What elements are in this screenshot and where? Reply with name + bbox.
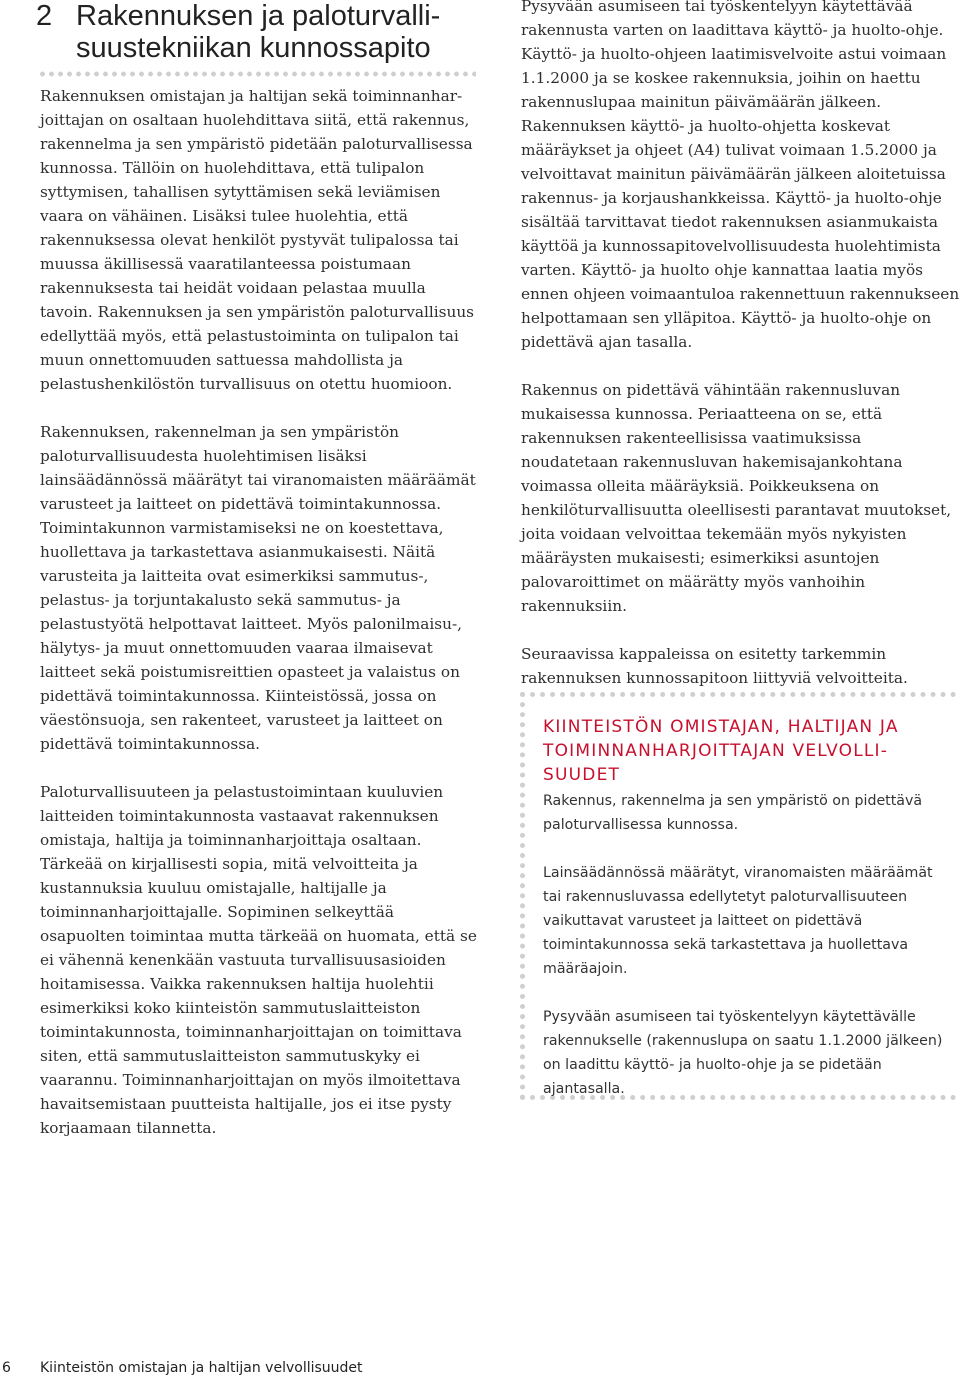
section-number: 2 [36, 0, 53, 32]
section-heading [36, 0, 476, 64]
paragraph: Pysyvään asumiseen tai työskentelyyn käytettävää rakennusta varten on laadittava käyttö- ja huolto-ohje. Käyttö- ja huolto-ohjeen laatimisvelvoite astui voimaan 1.1.2000 ja se koskee rakennuksia, joihin on haettu rakennuslupaa mainitun päivämäärän jälkeen. Rakennuksen käyttö- ja huolto-ohjetta koskevat määräykset ja ohjeet (A4) tulivat voimaan 1.5.2000 ja velvoittavat mainitun päivämäärän jälkeen aloitetuissa rakennus- ja korjaushankkeissa. Käyttö- ja huolto-ohje sisältää tarvittavat tiedot rakennuksen asianmukaista käyttöä ja kunnossapitovelvollisuudesta huolehtimista varten. Käyttö- ja huolto ohje kannattaa laatia myös ennen ohjeen voimaantuloa rakennettuun rakennukseen helpottamaan sen ylläpitoa. Käyttö- ja huolto-ohje on pidettävä ajan tasalla. [521, 0, 960, 351]
infobox-paragraph: Lainsäädännössä määrätyt, viranomaisten määräämät tai rakennusluvassa edellytetyt paloturvallisuuteen vaikuttavat varusteet ja laitteet on pidettävä toimintakunnossa sekä tarkastettava ja huollettava määräajoin. [543, 865, 933, 977]
infobox-paragraph: Rakennus, rakennelma ja sen ympäristö on pidettävä paloturvallisessa kunnossa. [543, 793, 923, 833]
page-footer [0, 1360, 960, 1380]
page-number: 6 [2, 1360, 11, 1376]
paragraph: Rakennuksen omistajan ja haltijan sekä toiminnanharjoittajan on osaltaan huolehdittava siitä, että rakennus, rakennelma ja sen ympäristö pidetään paloturvallisessa kunnossa. Tällöin on huolehdittava, että tulipalon syttymisen, tahallisen sytyttämisen sekä leviämisen vaara on vähäinen. Lisäksi tulee huolehtia, että rakennuksessa olevat henkilöt pystyvät tulipalossa tai muussa äkillisessä vaaratilanteessa poistumaan rakennuksesta tai heidät voidaan pelastaa muulla tavoin. Rakennuksen ja sen ympäristön paloturvallisuus edellyttää myös, että pelastustoiminta on tulipalon tai muun onnettomuuden sattuessa mahdollista ja pelastushenkilöstön turvallisuus on otettu huomioon. [40, 87, 475, 393]
paragraph: Rakennuksen, rakennelman ja sen ympäristön paloturvallisuudesta huolehtimisen lisäksi lainsäädännössä määrätyt tai viranomaisten määräämät varusteet ja laitteet on pidettävä toimintakunnossa. Toimintakunnon varmistamiseksi ne on koestettava, huollettava ja tarkastettava asianmukaisesti. Näitä varusteita ja laitteita ovat esimerkiksi sammutus-, pelastus- ja torjuntakalusto sekä sammutus- ja pelastustyötä helpottavat laitteet. Myös palonilmaisu-, hälytys- ja muut onnettomuuden vaaraa ilmaisevat laitteet sekä poistumisreittien opasteet ja valaistus on pidettävä toimintakunnossa. Kiinteistössä, jossa on väestönsuoja, sen rakenteet, varusteet ja laitteet on pidettävä toimintakunnossa. [40, 423, 476, 753]
right-column [521, 0, 960, 714]
left-column [40, 84, 480, 1164]
infobox-paragraph: Pysyvään asumiseen tai työskentelyyn käytettävälle rakennukselle (rakennuslupa on saatu 1.1.2000 jälkeen) on laadittu käyttö- ja huolto-ohje ja se pidetään ajantasalla. [543, 1009, 943, 1097]
footer-title: Kiinteistön omistajan ja haltijan velvollisuudet [40, 1360, 363, 1376]
paragraph: Paloturvallisuuteen ja pelastustoimintaan kuuluvien laitteiden toimintakunnosta vastaavat rakennuksen omistaja, haltija ja toiminnanharjoittaja osaltaan. Tärkeää on kirjallisesti sopia, mitä velvoitteita ja kustannuksia kuuluu omistajalle, haltijalle ja toiminnanharjoittajalle. Sopiminen selkeyttää osapuolten toimintaa mutta tärkeää on huomata, että se ei vähennä kenenkään vastuuta turvallisuusasioiden hoitamisessa. Vaikka rakennuksen haltija huolehtii esimerkiksi koko kiinteistön sammutuslaitteiston toimintakunnosta, toiminnanharjoittajan on toimittava siten, että sammutuslaitteiston sammutuskyky ei vaarannu. Toiminnanharjoittajan on myös ilmoitettava havaitsemistaan puutteista haltijalle, jos ei itse pysty korjaamaan tilannetta. [40, 783, 477, 1137]
dotted-divider [38, 71, 476, 77]
infobox-title: KIINTEISTÖN OMISTAJAN, HALTIJAN JA TOIMINNANHARJOITTAJAN VELVOLLISUUDET [543, 717, 899, 785]
obligations-infobox [520, 692, 956, 1100]
section-title: Rakennuksen ja paloturvallisuustekniikan kunnossapito [76, 0, 441, 64]
paragraph: Seuraavissa kappaleissa on esitetty tarkemmin rakennuksen kunnossapitoon liittyviä velvoitteita. [521, 645, 908, 687]
paragraph: Rakennus on pidettävä vähintään rakennusluvan mukaisessa kunnossa. Periaatteena on se, että rakennuksen rakenteellisissa vaatimuksissa noudatetaan rakennusluvan hakemisajankohtana voimassa olleita määräyksiä. Poikkeuksena on henkilöturvallisuutta oleellisesti parantavat muutokset, joita voidaan velvoittaa tekemään myös nykyisten määräysten mukaisesti; esimerkiksi asuntojen palovaroittimet on määrätty myös vanhoihin rakennuksiin. [521, 381, 952, 615]
